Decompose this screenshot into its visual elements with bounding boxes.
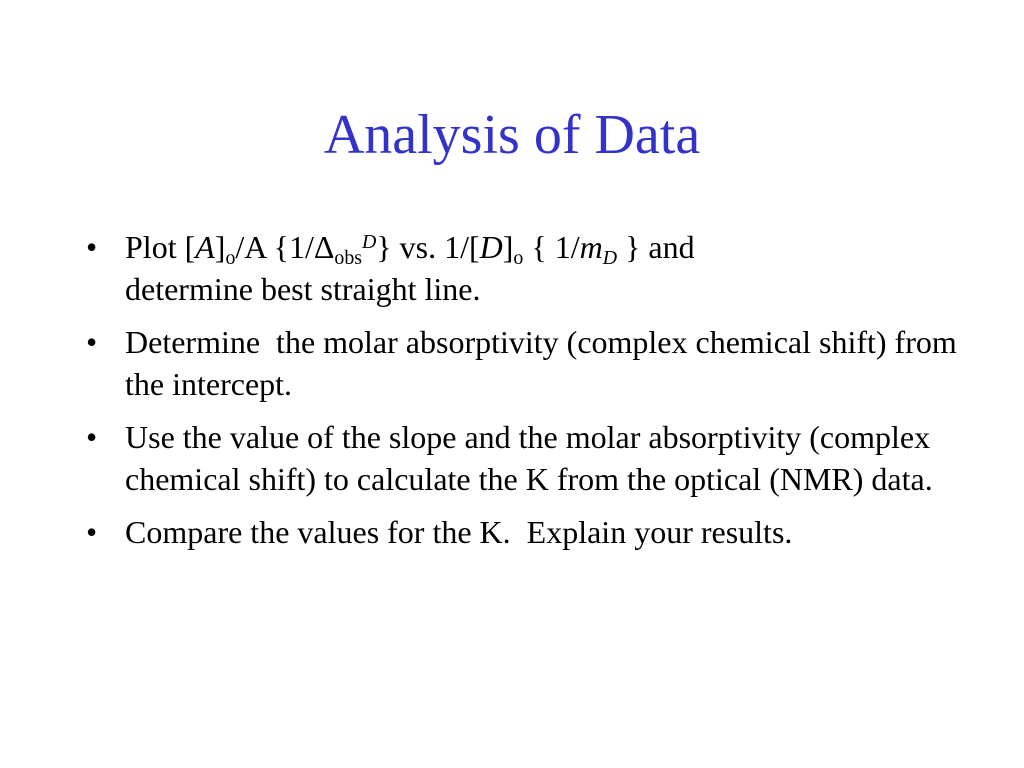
formula-over-A: /A {1/Δ (235, 229, 335, 265)
formula-bracket-close-1: ] (214, 229, 226, 265)
formula-sup-D: D (361, 231, 377, 254)
formula-bracket-close-2: ] (502, 229, 514, 265)
bullet-text-use-slope: Use the value of the slope and the molar absorptivity (complex chemical shift) to calculate the K from the optical (NMR) data. (125, 419, 933, 497)
bullet-list (86, 226, 966, 564)
bullet-marker: • (86, 324, 98, 360)
formula-sub-D: D (602, 247, 618, 270)
formula-sub-obs: obs (334, 247, 362, 270)
formula-var-m: m (579, 229, 603, 265)
formula-sub-o-1: o (225, 247, 236, 270)
bullet-text-plot (125, 226, 966, 310)
bullet-text-determine: Determine the molar absorptivity (complex chemical shift) from the intercept. (125, 324, 965, 402)
bullet-marker: • (86, 514, 98, 550)
formula-vs: } vs. 1/[ (376, 229, 480, 265)
bullet-item-compare (86, 511, 966, 553)
formula-var-D: D (479, 229, 503, 265)
formula-open-brace: { 1/ (523, 229, 580, 265)
bullet-item-plot (86, 226, 966, 310)
bullet-item-determine (86, 321, 966, 405)
bullet-marker: • (86, 419, 98, 455)
bullet-text-plot-continuation: determine best straight line. (125, 271, 481, 307)
formula-plot-prefix: Plot [ (125, 229, 196, 265)
bullet-marker: • (86, 229, 98, 265)
bullet-item-use-slope (86, 416, 966, 500)
bullet-text-compare: Compare the values for the K. Explain your results. (125, 514, 793, 550)
formula-var-A: A (195, 229, 215, 265)
formula-close-brace-and: } and (617, 229, 695, 265)
formula-sub-o-2: o (513, 247, 524, 270)
slide-title: Analysis of Data (323, 104, 701, 166)
